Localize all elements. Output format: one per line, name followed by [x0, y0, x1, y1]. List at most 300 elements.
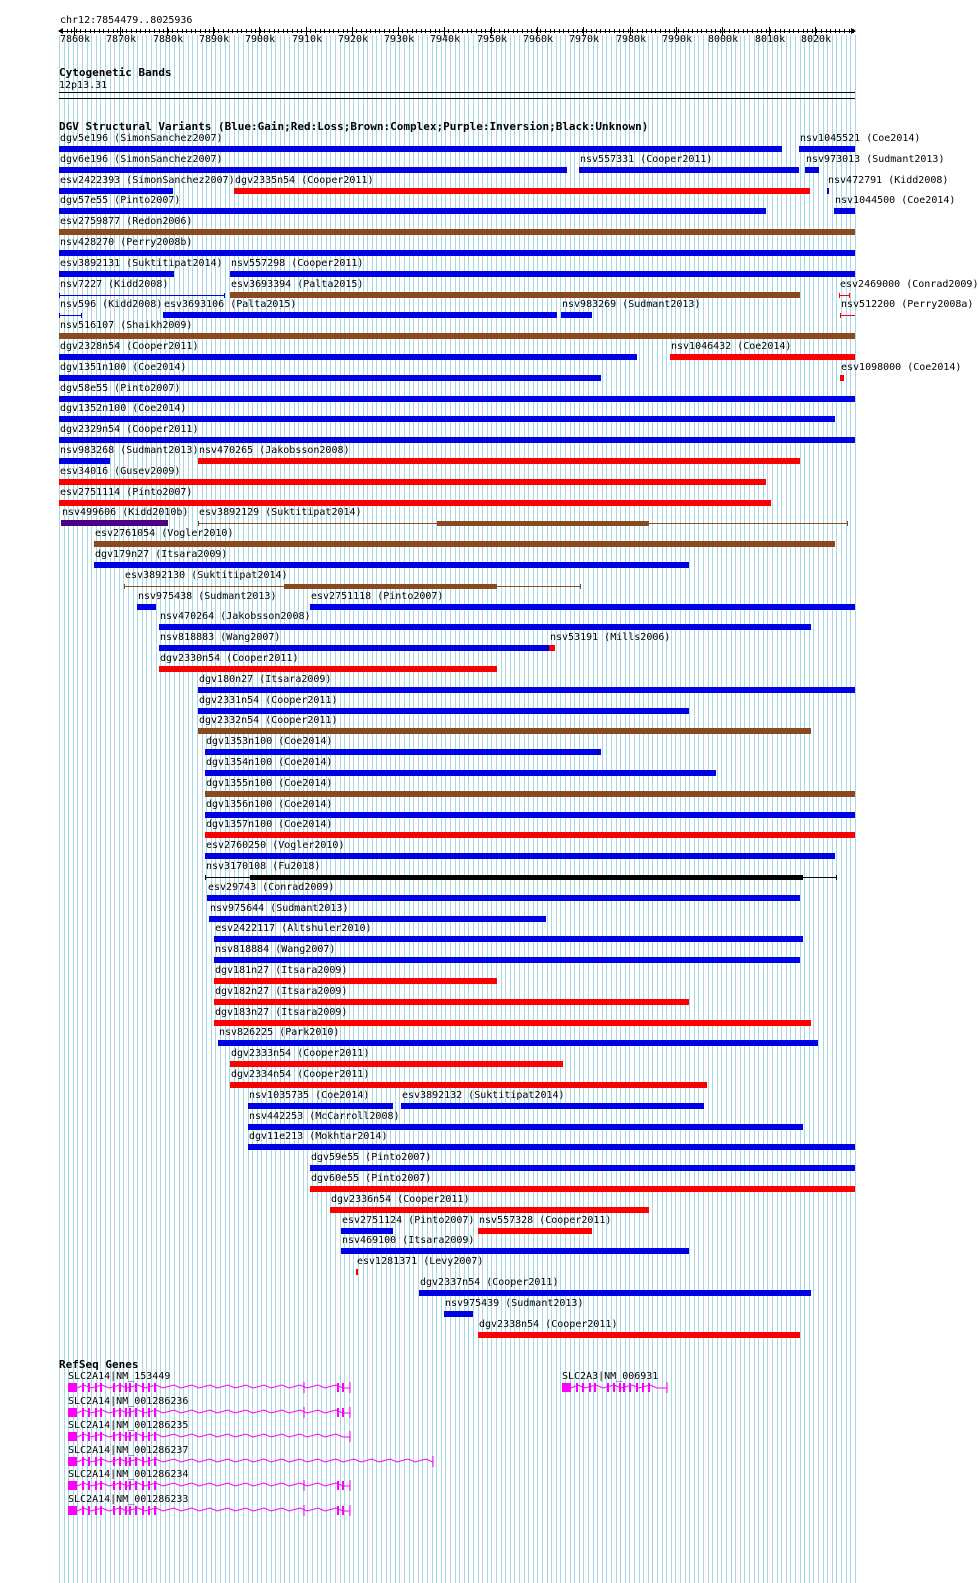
- dgv-track-title: DGV Structural Variants (Blue:Gain;Red:Loss;Brown:Complex;Purple:Inversion;Black:Unknown): [59, 120, 649, 133]
- variant-label[interactable]: nsv818884 (Wang2007): [215, 944, 336, 955]
- variant-label[interactable]: esv2422393 (SimonSanchez2007): [60, 175, 235, 186]
- variant-label[interactable]: nsv470264 (Jakobsson2008): [160, 611, 311, 622]
- variant-bar[interactable]: [94, 562, 689, 568]
- variant-bar[interactable]: [214, 999, 689, 1005]
- variant-label[interactable]: dgv179n27 (Itsara2009): [95, 549, 228, 560]
- variant-end-tick: [840, 313, 841, 318]
- ruler-minor-tick: [366, 29, 367, 33]
- variant-label[interactable]: esv3892132 (Suktitipat2014): [402, 1090, 565, 1101]
- variant-span-line[interactable]: [840, 315, 855, 316]
- variant-label[interactable]: esv2469000 (Conrad2009): [840, 279, 978, 290]
- variant-bar[interactable]: [230, 1061, 563, 1067]
- gene-model[interactable]: [68, 1505, 351, 1517]
- variant-label[interactable]: nsv7227 (Kidd2008): [60, 279, 169, 290]
- ruler-minor-tick: [467, 29, 468, 33]
- ruler-minor-tick: [665, 29, 666, 33]
- ruler-minor-tick: [600, 29, 601, 33]
- ruler-minor-tick: [816, 29, 817, 33]
- ruler-minor-tick: [324, 29, 325, 33]
- variant-bar[interactable]: [214, 936, 803, 942]
- variant-label[interactable]: esv1281371 (Levy2007): [357, 1256, 484, 1267]
- variant-bar[interactable]: [94, 541, 835, 547]
- variant-bar[interactable]: [159, 624, 811, 630]
- ruler-minor-tick: [540, 29, 541, 33]
- variant-end-tick: [198, 521, 199, 526]
- variant-label[interactable]: dgv182n27 (Itsara2009): [215, 986, 348, 997]
- gene-model[interactable]: [68, 1407, 351, 1419]
- ruler-minor-tick: [126, 29, 127, 33]
- ruler-minor-tick: [416, 29, 417, 33]
- ruler-minor-tick: [752, 29, 753, 33]
- variant-bar[interactable]: [205, 832, 855, 838]
- gene-label[interactable]: SLC2A14|NM_001286234: [68, 1469, 189, 1480]
- variant-label[interactable]: dgv57e55 (Pinto2007): [60, 195, 181, 206]
- variant-bar[interactable]: [234, 188, 810, 194]
- variant-bar[interactable]: [230, 271, 855, 277]
- ruler-minor-tick: [191, 29, 192, 33]
- variant-label[interactable]: esv3892129 (Suktitipat2014): [199, 507, 362, 518]
- variant-bar[interactable]: [59, 479, 766, 485]
- ruler-minor-tick: [149, 29, 150, 33]
- variant-label[interactable]: nsv53191 (Mills2006): [550, 632, 671, 643]
- variant-label[interactable]: dgv11e213 (Mokhtar2014): [249, 1131, 388, 1142]
- variant-label[interactable]: esv2760250 (Vogler2010): [206, 840, 345, 851]
- variant-label[interactable]: esv34016 (Gusev2009): [60, 466, 181, 477]
- variant-bar[interactable]: [310, 1186, 855, 1192]
- ruler-minor-tick: [136, 29, 137, 33]
- ruler-minor-tick: [430, 29, 431, 33]
- ruler-minor-tick: [619, 29, 620, 33]
- variant-bar[interactable]: [205, 812, 855, 818]
- gene-label[interactable]: SLC2A3|NM_006931: [562, 1371, 659, 1382]
- ruler-minor-tick: [766, 29, 767, 33]
- ruler-minor-tick: [172, 29, 173, 33]
- gene-model[interactable]: [68, 1480, 351, 1492]
- variant-label[interactable]: nsv442253 (McCarroll2008): [249, 1111, 400, 1122]
- variant-bar[interactable]: [198, 687, 855, 693]
- ruler-minor-tick: [315, 29, 316, 33]
- ruler-minor-tick: [347, 29, 348, 33]
- variant-bar[interactable]: [198, 708, 689, 714]
- variant-bar[interactable]: [478, 1228, 592, 1234]
- variant-bar[interactable]: [214, 957, 800, 963]
- variant-bar[interactable]: [207, 895, 800, 901]
- cytoband-label: 12p13.31: [59, 80, 108, 91]
- ruler-minor-tick: [379, 29, 380, 33]
- variant-bar[interactable]: [59, 229, 855, 235]
- variant-label[interactable]: esv3693106 (Palta2015): [164, 299, 297, 310]
- ruler-minor-tick: [448, 29, 449, 33]
- variant-label[interactable]: nsv557331 (Cooper2011): [580, 154, 713, 165]
- ruler-line: [59, 31, 855, 32]
- variant-label[interactable]: dgv5e196 (SimonSanchez2007): [60, 133, 223, 144]
- ruler-tick-label: 7890k: [199, 34, 230, 45]
- ruler-minor-tick: [849, 29, 850, 33]
- ruler-minor-tick: [343, 29, 344, 33]
- ruler-tick-label: 7940k: [430, 34, 461, 45]
- ruler-minor-tick: [182, 29, 183, 33]
- ruler-minor-tick: [329, 29, 330, 33]
- variant-bar[interactable]: [59, 458, 110, 464]
- variant-bar[interactable]: [549, 645, 555, 651]
- variant-bar[interactable]: [827, 188, 829, 194]
- ruler-minor-tick: [678, 29, 679, 33]
- ruler-minor-tick: [632, 29, 633, 33]
- variant-label[interactable]: dgv2335n54 (Cooper2011): [235, 175, 374, 186]
- variant-bar[interactable]: [205, 791, 855, 797]
- ruler-minor-tick: [103, 29, 104, 33]
- variant-end-tick: [849, 293, 850, 298]
- variant-end-tick: [580, 584, 581, 589]
- variant-bar[interactable]: [248, 1124, 803, 1130]
- variant-label[interactable]: nsv470265 (Jakobsson2008): [199, 445, 350, 456]
- ruler-minor-tick: [724, 29, 725, 33]
- variant-bar[interactable]: [670, 354, 855, 360]
- variant-label[interactable]: dgv2334n54 (Cooper2011): [231, 1069, 370, 1080]
- ruler-minor-tick: [186, 29, 187, 33]
- ruler-minor-tick: [798, 29, 799, 33]
- variant-bar[interactable]: [198, 458, 800, 464]
- ruler-minor-tick: [559, 29, 560, 33]
- variant-bar[interactable]: [230, 1082, 707, 1088]
- variant-label[interactable]: nsv818883 (Wang2007): [160, 632, 281, 643]
- gene-model[interactable]: [68, 1431, 351, 1443]
- variant-label[interactable]: dgv1355n100 (Coe2014): [206, 778, 333, 789]
- ruler-minor-tick: [711, 29, 712, 33]
- variant-label[interactable]: nsv1045521 (Coe2014): [800, 133, 921, 144]
- ruler-minor-tick: [591, 29, 592, 33]
- variant-span-line[interactable]: [59, 295, 224, 296]
- variant-bar[interactable]: [444, 1311, 473, 1317]
- variant-label[interactable]: esv1098000 (Coe2014): [841, 362, 962, 373]
- variant-label[interactable]: dgv2330n54 (Cooper2011): [160, 653, 299, 664]
- variant-label[interactable]: nsv557298 (Cooper2011): [231, 258, 364, 269]
- ruler-minor-tick: [237, 29, 238, 33]
- refseq-track-title: RefSeq Genes: [59, 1358, 139, 1371]
- gene-model[interactable]: [68, 1382, 351, 1394]
- gene-label[interactable]: SLC2A14|NM_001286237: [68, 1445, 189, 1456]
- ruler-minor-tick: [85, 29, 86, 33]
- variant-label[interactable]: nsv975438 (Sudmant2013): [138, 591, 277, 602]
- variant-bar[interactable]: [250, 875, 803, 880]
- variant-bar[interactable]: [341, 1228, 393, 1234]
- ruler-minor-tick: [80, 29, 81, 33]
- ruler-minor-tick: [628, 29, 629, 33]
- ruler-minor-tick: [527, 29, 528, 33]
- variant-end-tick: [81, 313, 82, 318]
- variant-bar[interactable]: [209, 916, 546, 922]
- variant-bar[interactable]: [59, 208, 766, 214]
- ruler-minor-tick: [669, 29, 670, 33]
- variant-bar[interactable]: [59, 396, 855, 402]
- variant-label[interactable]: nsv512200 (Perry2008a): [841, 299, 974, 310]
- ruler-minor-tick: [269, 29, 270, 33]
- ruler-minor-tick: [393, 29, 394, 33]
- variant-bar[interactable]: [579, 167, 799, 173]
- ruler-minor-tick: [159, 29, 160, 33]
- variant-bar[interactable]: [59, 416, 835, 422]
- variant-bar[interactable]: [61, 520, 168, 526]
- ruler-minor-tick: [563, 29, 564, 33]
- variant-label[interactable]: nsv596 (Kidd2008): [60, 299, 163, 310]
- variant-label[interactable]: nsv826225 (Park2010): [219, 1027, 340, 1038]
- gene-label[interactable]: SLC2A14|NM_153449: [68, 1371, 171, 1382]
- variant-bar[interactable]: [214, 1020, 811, 1026]
- ruler-minor-tick: [701, 29, 702, 33]
- gene-model[interactable]: [562, 1382, 668, 1394]
- ruler-tick-label: 7980k: [616, 34, 647, 45]
- ruler-minor-tick: [94, 29, 95, 33]
- ruler-minor-tick: [421, 29, 422, 33]
- variant-bar[interactable]: [59, 500, 771, 506]
- ruler-minor-tick: [485, 29, 486, 33]
- ruler-minor-tick: [554, 29, 555, 33]
- variant-label[interactable]: dgv1353n100 (Coe2014): [206, 736, 333, 747]
- cytoband-bottom-rule: [59, 98, 855, 99]
- variant-bar[interactable]: [248, 1103, 393, 1109]
- ruler-minor-tick: [154, 29, 155, 33]
- variant-label[interactable]: esv2751118 (Pinto2007): [311, 591, 444, 602]
- gene-label[interactable]: SLC2A14|NM_001286235: [68, 1420, 189, 1431]
- variant-label[interactable]: dgv2328n54 (Cooper2011): [60, 341, 199, 352]
- ruler-minor-tick: [67, 29, 68, 33]
- variant-bar[interactable]: [59, 271, 174, 277]
- ruler-minor-tick: [228, 29, 229, 33]
- variant-label[interactable]: nsv983268 (Sudmant2013): [60, 445, 199, 456]
- variant-span-line[interactable]: [839, 295, 849, 296]
- variant-label[interactable]: dgv1352n100 (Coe2014): [60, 403, 187, 414]
- variant-label[interactable]: dgv1357n100 (Coe2014): [206, 819, 333, 830]
- ruler-minor-tick: [246, 29, 247, 33]
- ruler-minor-tick: [738, 29, 739, 33]
- ruler-minor-tick: [131, 29, 132, 33]
- variant-label[interactable]: esv2751114 (Pinto2007): [60, 487, 193, 498]
- ruler-minor-tick: [333, 29, 334, 33]
- variant-label[interactable]: nsv1044500 (Coe2014): [835, 195, 956, 206]
- ruler-minor-tick: [494, 29, 495, 33]
- gene-label[interactable]: SLC2A14|NM_001286236: [68, 1396, 189, 1407]
- variant-label[interactable]: nsv499606 (Kidd2010b): [62, 507, 189, 518]
- variant-label[interactable]: dgv60e55 (Pinto2007): [311, 1173, 432, 1184]
- gene-model[interactable]: [68, 1456, 434, 1468]
- ruler-minor-tick: [177, 29, 178, 33]
- region-label: chr12:7854479..8025936: [60, 15, 193, 26]
- ruler-minor-tick: [586, 29, 587, 33]
- variant-bar[interactable]: [799, 146, 855, 152]
- variant-bar[interactable]: [437, 521, 649, 526]
- ruler-tick-label: 7870k: [106, 34, 137, 45]
- variant-label[interactable]: dgv180n27 (Itsara2009): [199, 674, 332, 685]
- variant-bar[interactable]: [834, 208, 855, 214]
- variant-end-tick: [224, 293, 225, 298]
- ruler-minor-tick: [504, 29, 505, 33]
- variant-label[interactable]: nsv1035735 (Coe2014): [249, 1090, 370, 1101]
- variant-bar[interactable]: [159, 645, 549, 651]
- variant-bar[interactable]: [284, 584, 497, 589]
- variant-bar[interactable]: [59, 250, 855, 256]
- ruler-minor-tick: [462, 29, 463, 33]
- variant-label[interactable]: nsv469100 (Itsara2009): [342, 1235, 475, 1246]
- ruler-minor-tick: [688, 29, 689, 33]
- ruler-minor-tick: [163, 29, 164, 33]
- variant-bar[interactable]: [205, 770, 716, 776]
- variant-bar[interactable]: [59, 188, 173, 194]
- ruler-minor-tick: [757, 29, 758, 33]
- variant-label[interactable]: esv3693394 (Palta2015): [231, 279, 364, 290]
- ruler-minor-tick: [803, 29, 804, 33]
- ruler-minor-tick: [784, 29, 785, 33]
- gene-label[interactable]: SLC2A14|NM_001286233: [68, 1494, 189, 1505]
- ruler-minor-tick: [513, 29, 514, 33]
- ruler-minor-tick: [338, 29, 339, 33]
- ruler-minor-tick: [168, 29, 169, 33]
- ruler-minor-tick: [458, 29, 459, 33]
- variant-label[interactable]: dgv2337n54 (Cooper2011): [420, 1277, 559, 1288]
- variant-bar[interactable]: [59, 437, 855, 443]
- variant-label[interactable]: nsv557328 (Cooper2011): [479, 1215, 612, 1226]
- ruler-minor-tick: [145, 29, 146, 33]
- ruler-minor-tick: [522, 29, 523, 33]
- ruler-minor-tick: [297, 29, 298, 33]
- ruler-tick-label: 7910k: [292, 34, 323, 45]
- variant-label[interactable]: nsv983269 (Sudmant2013): [562, 299, 701, 310]
- ruler-minor-tick: [517, 29, 518, 33]
- variant-label[interactable]: esv29743 (Conrad2009): [208, 882, 335, 893]
- ruler-minor-tick: [655, 29, 656, 33]
- ruler-tick-label: 8020k: [801, 34, 832, 45]
- variant-label[interactable]: nsv3170108 (Fu2018): [206, 861, 321, 872]
- variant-span-line[interactable]: [59, 315, 81, 316]
- variant-label[interactable]: dgv59e55 (Pinto2007): [311, 1152, 432, 1163]
- variant-bar[interactable]: [330, 1207, 649, 1213]
- variant-bar[interactable]: [419, 1290, 811, 1296]
- ruler-minor-tick: [439, 29, 440, 33]
- variant-bar[interactable]: [248, 1144, 855, 1150]
- ruler-tick-label: 8000k: [708, 34, 739, 45]
- ruler-minor-tick: [743, 29, 744, 33]
- variant-bar[interactable]: [198, 728, 811, 734]
- variant-label[interactable]: nsv973013 (Sudmant2013): [806, 154, 945, 165]
- variant-label[interactable]: dgv1351n100 (Coe2014): [60, 362, 187, 373]
- variant-label[interactable]: esv2422117 (Altshuler2010): [215, 923, 372, 934]
- variant-bar[interactable]: [159, 666, 497, 672]
- variant-bar[interactable]: [163, 312, 557, 318]
- ruler-minor-tick: [692, 29, 693, 33]
- variant-label[interactable]: dgv58e55 (Pinto2007): [60, 383, 181, 394]
- ruler-minor-tick: [729, 29, 730, 33]
- variant-bar[interactable]: [59, 375, 601, 381]
- variant-bar[interactable]: [59, 354, 637, 360]
- ruler-minor-tick: [264, 29, 265, 33]
- ruler-minor-tick: [577, 29, 578, 33]
- variant-bar[interactable]: [230, 292, 800, 298]
- variant-bar[interactable]: [214, 978, 497, 984]
- variant-label[interactable]: nsv516107 (Shaikh2009): [60, 320, 193, 331]
- variant-bar[interactable]: [840, 375, 844, 381]
- ruler-minor-tick: [370, 29, 371, 33]
- ruler-minor-tick: [251, 29, 252, 33]
- ruler-minor-tick: [508, 29, 509, 33]
- variant-label[interactable]: dgv2331n54 (Cooper2011): [199, 695, 338, 706]
- ruler-minor-tick: [568, 29, 569, 33]
- variant-bar[interactable]: [59, 167, 567, 173]
- ruler-minor-tick: [623, 29, 624, 33]
- ruler-minor-tick: [683, 29, 684, 33]
- variant-label[interactable]: nsv975644 (Sudmant2013): [210, 903, 349, 914]
- variant-label[interactable]: dgv2336n54 (Cooper2011): [331, 1194, 470, 1205]
- variant-label[interactable]: nsv975439 (Sudmant2013): [445, 1298, 584, 1309]
- variant-bar[interactable]: [310, 604, 855, 610]
- ruler-minor-tick: [835, 29, 836, 33]
- variant-bar[interactable]: [59, 146, 782, 152]
- variant-end-tick: [124, 584, 125, 589]
- ruler-minor-tick: [356, 29, 357, 33]
- variant-label[interactable]: esv2751124 (Pinto2007): [342, 1215, 475, 1226]
- ruler-minor-tick: [830, 29, 831, 33]
- variant-label[interactable]: dgv2329n54 (Cooper2011): [60, 424, 199, 435]
- ruler-minor-tick: [646, 29, 647, 33]
- variant-bar[interactable]: [805, 167, 819, 173]
- variant-bar[interactable]: [356, 1269, 358, 1275]
- variant-label[interactable]: dgv2332n54 (Cooper2011): [199, 715, 338, 726]
- ruler-tick-label: 7920k: [338, 34, 369, 45]
- variant-label[interactable]: dgv183n27 (Itsara2009): [215, 1007, 348, 1018]
- ruler-tick-label: 8010k: [755, 34, 786, 45]
- variant-label[interactable]: esv3892131 (Suktitipat2014): [60, 258, 223, 269]
- variant-label[interactable]: dgv1356n100 (Coe2014): [206, 799, 333, 810]
- variant-bar[interactable]: [310, 1165, 855, 1171]
- ruler-minor-tick: [209, 29, 210, 33]
- ruler-tick-label: 7970k: [569, 34, 600, 45]
- ruler-minor-tick: [734, 29, 735, 33]
- variant-label[interactable]: dgv181n27 (Itsara2009): [215, 965, 348, 976]
- ruler-arrow-right-icon: [851, 28, 856, 34]
- variant-bar[interactable]: [478, 1332, 800, 1338]
- ruler-minor-tick: [99, 29, 100, 33]
- variant-bar[interactable]: [561, 312, 592, 318]
- ruler-minor-tick: [609, 29, 610, 33]
- variant-label[interactable]: esv2761054 (Vogler2010): [95, 528, 234, 539]
- variant-bar[interactable]: [137, 604, 156, 610]
- variant-bar[interactable]: [59, 333, 855, 339]
- variant-label[interactable]: dgv2338n54 (Cooper2011): [479, 1319, 618, 1330]
- ruler-minor-tick: [361, 29, 362, 33]
- variant-label[interactable]: nsv472791 (Kidd2008): [828, 175, 949, 186]
- variant-bar[interactable]: [341, 1248, 689, 1254]
- ruler-minor-tick: [389, 29, 390, 33]
- ruler-minor-tick: [320, 29, 321, 33]
- variant-bar[interactable]: [401, 1103, 704, 1109]
- ruler-minor-tick: [232, 29, 233, 33]
- variant-bar[interactable]: [218, 1040, 818, 1046]
- variant-label[interactable]: nsv1046432 (Coe2014): [671, 341, 792, 352]
- ruler-minor-tick: [471, 29, 472, 33]
- variant-label[interactable]: nsv428270 (Perry2008b): [60, 237, 193, 248]
- variant-label[interactable]: esv2759877 (Redon2006): [60, 216, 193, 227]
- ruler-minor-tick: [812, 29, 813, 33]
- variant-bar[interactable]: [205, 853, 835, 859]
- ruler-minor-tick: [550, 29, 551, 33]
- variant-label[interactable]: dgv2333n54 (Cooper2011): [231, 1048, 370, 1059]
- variant-bar[interactable]: [205, 749, 601, 755]
- variant-label[interactable]: dgv1354n100 (Coe2014): [206, 757, 333, 768]
- ruler-tick-label: 7880k: [153, 34, 184, 45]
- ruler-minor-tick: [720, 29, 721, 33]
- cytoband-top-rule: [59, 92, 855, 93]
- variant-label[interactable]: esv3892130 (Suktitipat2014): [125, 570, 288, 581]
- ruler-minor-tick: [260, 29, 261, 33]
- variant-label[interactable]: dgv6e196 (SimonSanchez2007): [60, 154, 223, 165]
